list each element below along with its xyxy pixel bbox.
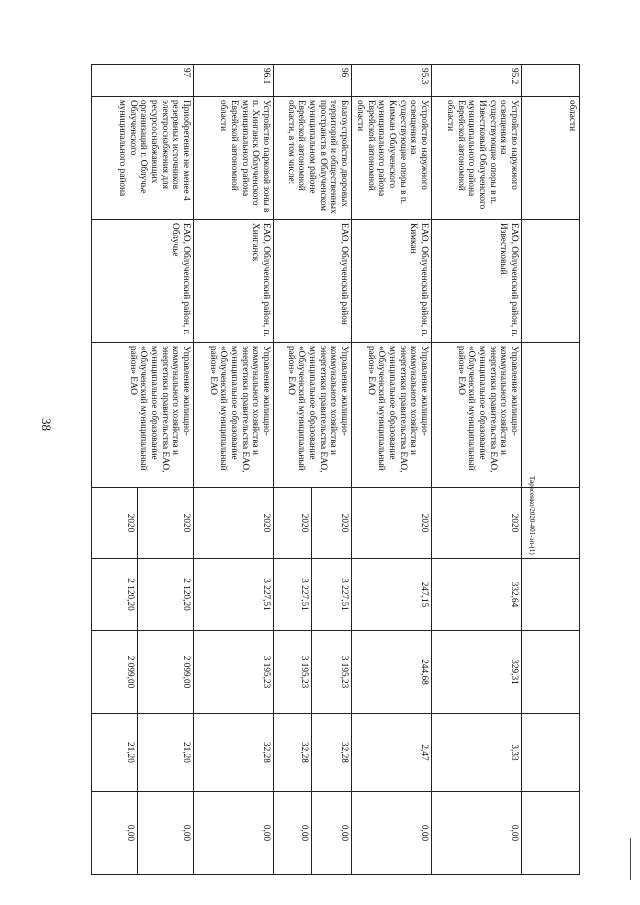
cell-mun — [522, 792, 580, 875]
cell-total: 2 120,20 — [92, 559, 138, 631]
cell-exec: Управление жилищно-коммунального хозяйства и энергетики правительства ЕАО, муниципальное образование «Облученский муниципальный район» ЕАО — [432, 343, 522, 488]
cell-no: 95.2 — [432, 65, 522, 97]
table-row — [352, 65, 432, 875]
scan-mark — [630, 838, 631, 880]
cell-year — [522, 488, 580, 559]
cell-name: Устройство наружного освещения на существующие опоры в п. Кимкан Облученского муниципального района Еврейской автономной области — [352, 97, 432, 220]
cell-total — [522, 559, 580, 631]
cell-place: ЕАО, Облученский район, п. Кимкан — [352, 220, 432, 343]
cell-place — [522, 220, 580, 343]
cell-name: Устройство парковой зоны в п. Хинганск Облученского муниципального района Еврейской автономной области — [194, 97, 274, 220]
cell-fed: 2 099,00 — [92, 631, 138, 714]
cell-year: 2020 — [92, 488, 138, 559]
cell-mun: 0,00 — [92, 792, 138, 875]
cell-mun: 0,00 — [138, 792, 194, 875]
table-row — [138, 65, 194, 875]
cell-mun: 0,00 — [312, 792, 352, 875]
table-row — [432, 65, 522, 875]
cell-exec: Управление жилищно-коммунального хозяйства и энергетики правительства ЕАО, муниципальное образование «Облученский муниципальный район» ЕАО — [194, 343, 274, 488]
page-number: 38 — [39, 418, 54, 431]
cell-no: 96 — [274, 65, 352, 97]
cell-year: 2020 — [352, 488, 432, 559]
cell-reg: 32,28 — [274, 714, 312, 792]
cell-year: 2020 — [194, 488, 274, 559]
cell-name: Приобретение не менее 4 резервных источников электроснабжения для ресурсоснабжающих организаций г. Облучье Облученского муниципального района — [92, 97, 194, 220]
cell-fed: 244,68 — [352, 631, 432, 714]
cell-fed: 2 099,00 — [138, 631, 194, 714]
cell-total: 3 227,51 — [312, 559, 352, 631]
cell-total: 247,15 — [352, 559, 432, 631]
cell-total: 3 227,51 — [194, 559, 274, 631]
cell-year: 2020 — [274, 488, 312, 559]
cell-reg: 32,28 — [312, 714, 352, 792]
cell-place: ЕАО, Облученский район, п. Известковый — [432, 220, 522, 343]
cell-place: ЕАО, Облученский район, г. Облучье — [92, 220, 194, 343]
cell-total: 332,64 — [432, 559, 522, 631]
cell-name: области — [522, 97, 580, 220]
cell-reg: 21,20 — [138, 714, 194, 792]
cell-reg: 32,28 — [194, 714, 274, 792]
cell-total: 2 120,20 — [138, 559, 194, 631]
program-table — [91, 64, 580, 875]
table-row — [522, 65, 580, 875]
cell-mun: 0,00 — [194, 792, 274, 875]
cell-no — [522, 65, 580, 97]
cell-place: ЕАО, Облученский район, п. Хинганск — [194, 220, 274, 343]
cell-mun: 0,00 — [352, 792, 432, 875]
cell-exec: Управление жилищно-коммунального хозяйства и энергетики правительства ЕАО, муниципальное образование «Облученский муниципальный район» ЕАО — [92, 343, 194, 488]
cell-no: 95.3 — [352, 65, 432, 97]
cell-reg — [522, 714, 580, 792]
table-row — [194, 65, 274, 875]
cell-reg: 21,20 — [92, 714, 138, 792]
cell-exec: Управление жилищно-коммунального хозяйства и энергетики правительства ЕАО, муниципальное образование «Облученский муниципальный район» ЕАО — [274, 343, 352, 488]
cell-year: 2020 — [312, 488, 352, 559]
cell-mun: 0,00 — [432, 792, 522, 875]
cell-year: 2020 — [432, 488, 522, 559]
cell-mun: 0,00 — [274, 792, 312, 875]
cell-fed: 329,31 — [432, 631, 522, 714]
cell-exec: Управление жилищно-коммунального хозяйства и энергетики правительства ЕАО, муниципальное образование «Облученский муниципальный район» ЕАО — [352, 343, 432, 488]
cell-name: Устройство наружного освещения на существующие опоры в п. Известковый Облученского муниципального района Еврейской автономной области — [432, 97, 522, 220]
cell-fed: 3 195,23 — [274, 631, 312, 714]
rotated-table-container — [70, 64, 580, 874]
cell-name: Благоустройство дворовых территорий и общественных пространств в Облученском муниципальном районе Еврейской автономной области, в том числе: — [274, 97, 352, 220]
table-row — [312, 65, 352, 875]
cell-place: ЕАО, Облученский район — [274, 220, 352, 343]
cell-fed — [522, 631, 580, 714]
cell-fed: 3 195,23 — [194, 631, 274, 714]
cell-reg: 2,47 — [352, 714, 432, 792]
cell-reg: 3,33 — [432, 714, 522, 792]
cell-year: 2020 — [138, 488, 194, 559]
cell-fed: 3 195,23 — [312, 631, 352, 714]
cell-exec — [522, 343, 580, 488]
cell-total: 3 227,51 — [274, 559, 312, 631]
cell-no: 96.1 — [194, 65, 274, 97]
footer-code: Тарасенко/2020-401-эп-(1) — [528, 476, 536, 555]
cell-no: 97 — [92, 65, 194, 97]
